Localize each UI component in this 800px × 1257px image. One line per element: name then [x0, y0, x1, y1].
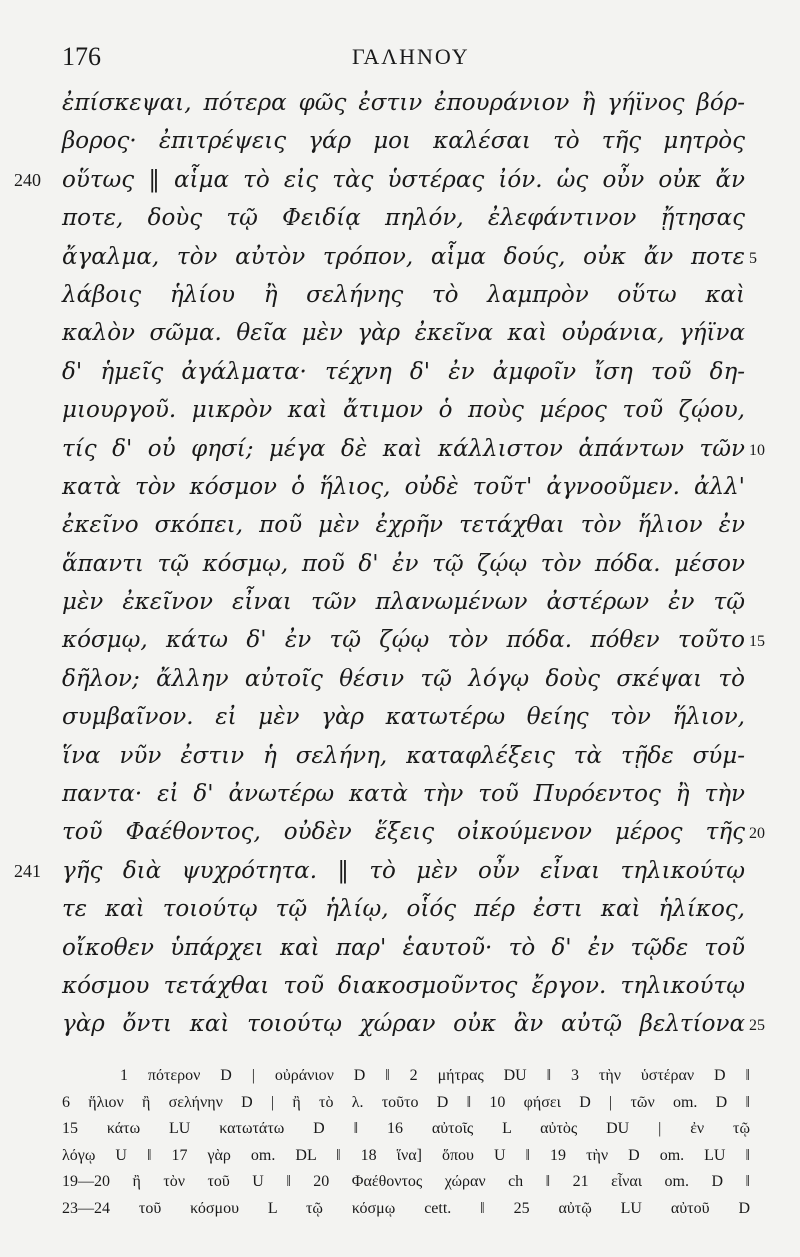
text-line	[14, 852, 745, 890]
line-text: τε καὶ τοιούτῳ τῷ ἡλίῳ, οἷός πέρ ἐστι καὶ ἡλίκος,	[62, 896, 745, 923]
line-text: ἄγαλμα, τὸν αὐτὸν τρόπον, αἷμα δούς, οὐκ ἄν ποτε	[62, 243, 745, 270]
line-text: οἴκοθεν ὑπάρχει καὶ παρ' ἑαυτοῦ· τὸ δ' ἐν τῷδε τοῦ	[62, 934, 745, 961]
text-line	[62, 967, 745, 1005]
line-text: γῆς διὰ ψυχρότητα. ‖ τὸ μὲν οὖν εἶναι τηλικούτῳ	[62, 857, 745, 884]
text-line	[62, 545, 745, 583]
critical-apparatus	[62, 1063, 750, 1222]
text-line	[62, 1005, 765, 1043]
margin-line-number: 5	[749, 249, 757, 267]
text-line	[62, 468, 745, 506]
line-text: μιουργοῦ. μικρὸν καὶ ἄτιμον ὁ ποὺς μέρος τοῦ ζῴου,	[62, 397, 745, 424]
line-text: κατὰ τὸν κόσμον ὁ ἥλιος, οὐδὲ τοῦτ' ἀγνοοῦμεν. ἀλλ'	[62, 473, 745, 500]
text-line	[62, 698, 745, 736]
footnote-line: 6 ἥλιον ἢ σελήνην D | ἢ τὸ λ. τοῦτο D ‖ 10 φήσει D | τῶν om. D ‖	[62, 1093, 750, 1111]
margin-line-number: 10	[749, 441, 765, 459]
text-line	[62, 430, 765, 468]
line-text: κόσμου τετάχθαι τοῦ διακοσμοῦντος ἔργον. τηλικούτῳ	[62, 972, 745, 999]
line-text: ἅπαντι τῷ κόσμῳ, ποῦ δ' ἐν τῷ ζῴῳ τὸν πόδα. μέσον	[62, 550, 745, 577]
main-text	[0, 84, 800, 1044]
line-text: τοῦ Φαέθοντος, οὐδὲν ἕξεις οἰκούμενον μέρος τῆς	[62, 819, 745, 846]
text-line	[62, 621, 765, 659]
footnote-line: λόγῳ U ‖ 17 γὰρ om. DL ‖ 18 ἵνα] ὅπου U ‖ 19 τὴν D om. LU ‖	[62, 1146, 750, 1164]
footnote-line: 19—20 ἢ τὸν τοῦ U ‖ 20 Φαέθοντος χώραν ch ‖ 21 εἶναι om. D ‖	[62, 1173, 750, 1190]
text-line	[62, 813, 765, 851]
margin-line-number: 15	[749, 633, 765, 651]
text-line	[62, 929, 745, 967]
margin-line-number: 25	[749, 1017, 765, 1035]
line-text: μὲν ἐκεῖνον εἶναι τῶν πλανωμένων ἀστέρων ἐν τῷ	[62, 589, 745, 616]
text-line	[62, 314, 745, 352]
footnote-line: 15 κάτω LU κατωτάτω D ‖ 16 αὐτοῖς L αὐτὸς DU | ἐν τῷ	[62, 1120, 750, 1137]
line-text: ἵνα νῦν ἐστιν ἡ σελήνη, καταφλέξεις τὰ τῇδε σύμ-	[62, 742, 745, 769]
text-line	[14, 161, 745, 199]
line-text: συμβαῖνον. εἰ μὲν γὰρ κατωτέρω θείης τὸν ἥλιον,	[62, 704, 745, 731]
text-line	[62, 199, 745, 237]
line-text: οὕτως ‖ αἷμα τὸ εἰς τὰς ὑστέρας ἰόν. ὡς οὖν οὐκ ἄν	[62, 166, 745, 193]
text-line	[62, 737, 745, 775]
margin-page-reference: 240	[14, 169, 41, 190]
line-text: δῆλον; ἄλλην αὐτοῖς θέσιν τῷ λόγῳ δοὺς σκέψαι τὸ	[62, 665, 745, 692]
line-text: δ' ἡμεῖς ἀγάλματα· τέχνη δ' ἐν ἀμφοῖν ἴση τοῦ δη-	[62, 358, 745, 385]
text-line	[62, 353, 745, 391]
line-text: κόσμῳ, κάτω δ' ἐν τῷ ζῴῳ τὸν πόδα. πόθεν τοῦτο	[62, 627, 745, 654]
line-text: καλὸν σῶμα. θεῖα μὲν γὰρ ἐκεῖνα καὶ οὐράνια, γήϊνα	[62, 320, 745, 347]
text-line	[62, 890, 745, 928]
margin-page-reference: 241	[14, 860, 41, 881]
text-line	[62, 238, 757, 276]
page-number: 176	[62, 42, 101, 71]
line-text: βορος· ἐπιτρέψεις γάρ μοι καλέσαι τὸ τῆς μητρὸς	[62, 128, 745, 155]
text-line	[62, 583, 745, 621]
line-text: παντα· εἰ δ' ἀνωτέρω κατὰ τὴν τοῦ Πυρόεντος ἢ τὴν	[62, 781, 745, 808]
line-text: ἐπίσκεψαι, πότερα φῶς ἐστιν ἐπουράνιον ἢ γήϊνος βόρ-	[62, 90, 745, 116]
footnote-line: 23—24 τοῦ κόσμου L τῷ κόσμῳ cett. ‖ 25 αὐτῷ LU αὐτοῦ D	[62, 1199, 750, 1217]
line-text: γὰρ ὄντι καὶ τοιούτῳ χώραν οὐκ ἂν αὐτῷ βελτίονα	[62, 1011, 745, 1038]
line-text: τίς δ' οὐ φησί; μέγα δὲ καὶ κάλλιστον ἁπάντων τῶν	[62, 435, 745, 462]
text-line	[62, 276, 745, 314]
text-line	[62, 775, 745, 813]
running-title: ΓΑΛΗΝΟΥ	[352, 44, 470, 69]
text-line	[62, 122, 745, 160]
text-line	[62, 660, 745, 698]
footnote-line: 1 πότερον D | οὐράνιον D ‖ 2 μήτρας DU ‖ 3 τὴν ὑστέραν D ‖	[120, 1067, 750, 1084]
text-line	[62, 84, 745, 122]
line-text: ἐκεῖνο σκόπει, ποῦ μὲν ἐχρῆν τετάχθαι τὸν ἥλιον ἐν	[62, 512, 745, 539]
margin-line-number: 20	[749, 825, 765, 843]
text-line	[62, 506, 745, 544]
text-line	[62, 391, 745, 429]
line-text: λάβοις ἡλίου ἢ σελήνης τὸ λαμπρὸν οὕτω καὶ	[62, 281, 745, 308]
page-header	[62, 42, 762, 82]
line-text: ποτε, δοὺς τῷ Φειδίᾳ πηλόν, ἐλεφάντινον ᾔτησας	[62, 205, 745, 232]
